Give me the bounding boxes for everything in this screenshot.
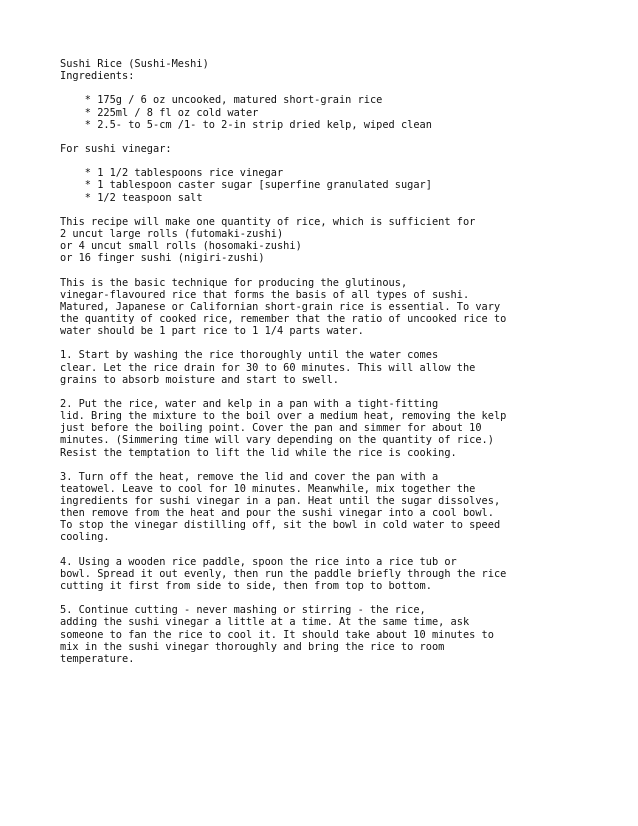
step-line: someone to fan the rice to cool it. It should take about 10 minutes to — [60, 628, 494, 641]
vinegar-list — [60, 167, 620, 203]
intro-line: Matured, Japanese or Californian short-grain rice is essential. To vary — [60, 300, 501, 313]
spacer — [60, 264, 620, 276]
spacer — [60, 386, 620, 398]
ingredients-list — [60, 94, 620, 130]
vinegar-item: * 1 1/2 tablespoons rice vinegar — [60, 167, 284, 180]
spacer — [60, 82, 620, 94]
step-1-paragraph — [60, 349, 620, 385]
step-line: 5. Continue cutting - never mashing or stirring - the rice, — [60, 604, 426, 617]
recipe-document — [60, 58, 620, 665]
vinegar-item: * 1 tablespoon caster sugar [superfine granulated sugar] — [60, 179, 432, 192]
spacer — [60, 544, 620, 556]
yield-line: 2 uncut large rolls (futomaki-zushi) — [60, 227, 284, 240]
spacer — [60, 131, 620, 143]
step-line: 4. Using a wooden rice paddle, spoon the rice into a rice tub or — [60, 555, 457, 568]
spacer — [60, 459, 620, 471]
ingredient-item: * 175g / 6 oz uncooked, matured short-grain rice — [60, 94, 383, 107]
step-5-paragraph — [60, 604, 620, 665]
step-line: 1. Start by washing the rice thoroughly until the water comes — [60, 349, 439, 362]
step-3-paragraph — [60, 471, 620, 544]
intro-line: This is the basic technique for producing the glutinous, — [60, 276, 408, 289]
spacer — [60, 592, 620, 604]
intro-paragraph — [60, 277, 620, 338]
step-line: cooling. — [60, 531, 110, 544]
step-line: then remove from the heat and pour the sushi vinegar into a cool bowl. — [60, 507, 494, 520]
ingredient-item: * 2.5- to 5-cm /1- to 2-in strip dried kelp, wiped clean — [60, 118, 432, 131]
step-line: temperature. — [60, 652, 135, 665]
step-line: To stop the vinegar distilling off, sit the bowl in cold water to speed — [60, 519, 501, 532]
step-line: lid. Bring the mixture to the boil over a medium heat, removing the kelp — [60, 410, 507, 423]
step-line: adding the sushi vinegar a little at a time. At the same time, ask — [60, 616, 470, 629]
spacer — [60, 204, 620, 216]
intro-line: water should be 1 part rice to 1 1/4 parts water. — [60, 325, 364, 338]
recipe-title: Sushi Rice (Sushi-Meshi) — [60, 58, 209, 70]
step-line: minutes. (Simmering time will vary depending on the quantity of rice.) — [60, 434, 494, 447]
step-line: grains to absorb moisture and start to swell. — [60, 373, 339, 386]
step-line: 3. Turn off the heat, remove the lid and cover the pan with a — [60, 470, 439, 483]
intro-line: vinegar-flavoured rice that forms the basis of all types of sushi. — [60, 288, 470, 301]
ingredient-item: * 225ml / 8 fl oz cold water — [60, 106, 259, 119]
spacer — [60, 155, 620, 167]
yield-line: or 4 uncut small rolls (hosomaki-zushi) — [60, 240, 302, 253]
step-line: cutting it first from side to side, then from top to bottom. — [60, 580, 432, 593]
step-2-paragraph — [60, 398, 620, 459]
step-line: ingredients for sushi vinegar in a pan. Heat until the sugar dissolves, — [60, 495, 501, 508]
yield-line: or 16 finger sushi (nigiri-zushi) — [60, 252, 265, 265]
vinegar-item: * 1/2 teaspoon salt — [60, 191, 203, 204]
step-line: 2. Put the rice, water and kelp in a pan with a tight-fitting — [60, 397, 439, 410]
step-line: Resist the temptation to lift the lid while the rice is cooking. — [60, 446, 457, 459]
vinegar-heading: For sushi vinegar: — [60, 142, 172, 155]
step-4-paragraph — [60, 556, 620, 592]
step-line: mix in the sushi vinegar thoroughly and bring the rice to room — [60, 640, 445, 653]
step-line: bowl. Spread it out evenly, then run the paddle briefly through the rice — [60, 567, 507, 580]
intro-line: the quantity of cooked rice, remember that the ratio of uncooked rice to — [60, 312, 507, 325]
spacer — [60, 337, 620, 349]
step-line: just before the boiling point. Cover the pan and simmer for about 10 — [60, 422, 482, 435]
step-line: clear. Let the rice drain for 30 to 60 minutes. This will allow the — [60, 361, 476, 374]
step-line: teatowel. Leave to cool for 10 minutes. Meanwhile, mix together the — [60, 482, 476, 495]
yield-line: This recipe will make one quantity of rice, which is sufficient for — [60, 215, 476, 228]
yield-paragraph — [60, 216, 620, 265]
ingredients-heading: Ingredients: — [60, 70, 135, 83]
